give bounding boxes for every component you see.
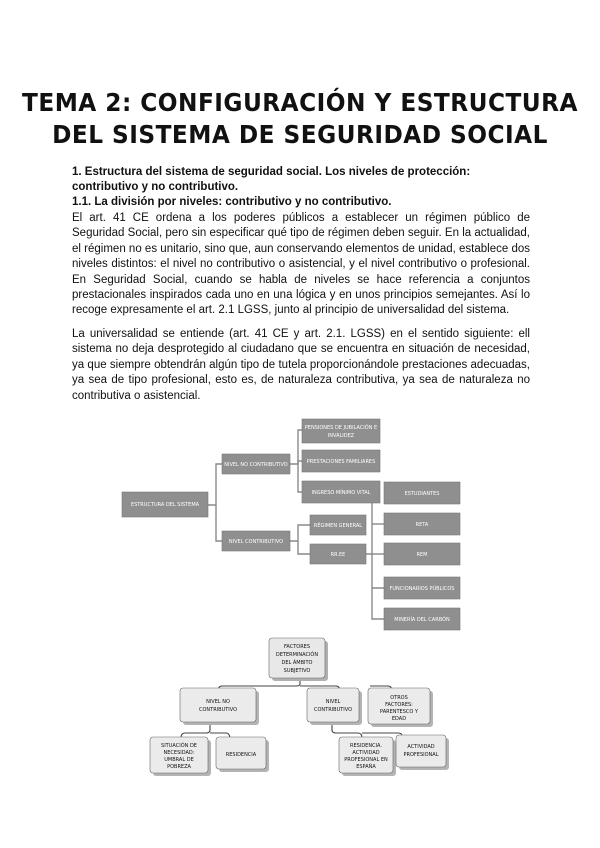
svg-text:UMBRAL DE: UMBRAL DE [164, 757, 194, 763]
node-nivel-no-contributivo-2 [180, 688, 259, 725]
svg-text:ESTUDIANTES: ESTUDIANTES [404, 491, 440, 497]
paragraph-2: La universalidad se entiende (art. 41 CE y art. 2.1. LGSS) en el sentido siguiente: ell sistema no deja desprotegido al ciudadano que se encuentra en situación de necesidad, ya que siempre obtendrán algún tipo de tutela proporcionándole prestaciones adecuadas, ya sea de tipo profesional, esto es, de naturaleza contributiva, ya sea de naturaleza no contributiva o asistencial. [72, 328, 530, 402]
section-subheading: 1.1. La división por niveles: contributivo y no contributivo. [72, 196, 392, 208]
svg-text:SITUACIÓN DE: SITUACIÓN DE [161, 743, 197, 749]
svg-text:INVALIDEZ: INVALIDEZ [327, 433, 355, 439]
svg-text:FACTORES:: FACTORES: [385, 702, 413, 708]
node-factores [269, 638, 328, 681]
svg-text:RESIDENCIA.: RESIDENCIA. [350, 743, 382, 749]
page-title-line-2: DEL SISTEMA DE SEGURIDAD SOCIAL [52, 120, 548, 149]
svg-text:NIVEL NO CONTRIBUTIVO: NIVEL NO CONTRIBUTIVO [224, 462, 288, 468]
node-nivel-contributivo-2 [307, 688, 362, 725]
svg-text:ESPAÑA: ESPAÑA [356, 764, 376, 770]
svg-text:MINERÍA DEL CARBÓN: MINERÍA DEL CARBÓN [394, 617, 450, 623]
svg-text:PROFESIONAL: PROFESIONAL [403, 752, 439, 758]
node-otros-factores [368, 688, 433, 727]
node-residencia [216, 737, 269, 772]
svg-text:RETA: RETA [415, 522, 429, 528]
svg-text:EDAD: EDAD [391, 716, 407, 722]
svg-text:FACTORES: FACTORES [283, 644, 311, 650]
svg-text:PENSIONES DE JUBILACIÓN E: PENSIONES DE JUBILACIÓN E [304, 425, 378, 431]
svg-text:FUNCIONARIOS PÚBLICOS: FUNCIONARIOS PÚBLICOS [389, 586, 455, 592]
svg-text:ESTRUCTURA DEL SISTEMA: ESTRUCTURA DEL SISTEMA [130, 502, 200, 508]
svg-text:NECESIDAD:: NECESIDAD: [163, 750, 195, 756]
paragraph-1: El art. 41 CE ordena a los poderes públicos a establecer un régimen público de Seguridad Social, pero sin especificar qué tipo de régimen deben seguir. En la actualidad, el régimen no es unitario, sino que, aun conservando elementos de unidad, establece dos niveles distintos: el nivel no contributivo o asistencial, y el nivel contributivo o profesional. En Seguridad Social, cuando se habla de niveles se hace referencia a conjuntos prestacionales inspirados cada uno en una lógica y en unos principios semejantes. Así lo recoge expresamente el art. 2.1 LGSS, junto al principio de universalidad del sistema. [72, 212, 530, 317]
svg-text:NIVEL CONTRIBUTIVO: NIVEL CONTRIBUTIVO [228, 539, 284, 545]
svg-text:DETERMINACIÓN: DETERMINACIÓN [275, 652, 319, 658]
svg-text:CONTRIBUTIVO: CONTRIBUTIVO [198, 707, 238, 713]
node-actividad-profesional [396, 735, 449, 770]
section-heading: 1. Estructura del sistema de seguridad social. Los niveles de protección: contributivo y no contributivo. [72, 166, 471, 193]
svg-text:DEL ÁMBITO: DEL ÁMBITO [281, 660, 313, 666]
svg-text:ACTIVIDAD: ACTIVIDAD [352, 750, 380, 756]
svg-text:PARENTESCO Y: PARENTESCO Y [380, 709, 418, 715]
svg-text:NIVEL NO: NIVEL NO [206, 699, 230, 705]
svg-text:OTROS: OTROS [390, 695, 408, 701]
svg-text:SUBJETIVO: SUBJETIVO [283, 668, 311, 674]
svg-text:RR.EE: RR.EE [330, 552, 346, 558]
svg-text:PROFESIONAL EN: PROFESIONAL EN [344, 757, 388, 763]
svg-text:PRESTACIONES FAMILIARES: PRESTACIONES FAMILIARES [306, 459, 376, 465]
page-title-line-1: TEMA 2: CONFIGURACIÓN Y ESTRUCTURA [22, 88, 578, 117]
svg-text:RESIDENCIA: RESIDENCIA [225, 752, 257, 758]
svg-text:RÉGIMEN GENERAL: RÉGIMEN GENERAL [313, 523, 363, 529]
svg-text:POBREZA: POBREZA [167, 764, 191, 770]
svg-text:REM: REM [416, 552, 428, 558]
node-residencia-actividad [339, 737, 396, 776]
node-situacion-necesidad [150, 737, 211, 776]
svg-text:ACTIVIDAD: ACTIVIDAD [407, 744, 435, 750]
svg-text:CONTRIBUTIVO: CONTRIBUTIVO [313, 707, 353, 713]
svg-text:NIVEL: NIVEL [325, 699, 341, 705]
svg-text:INGRESO MÍNIMO VITAL: INGRESO MÍNIMO VITAL [311, 490, 371, 496]
